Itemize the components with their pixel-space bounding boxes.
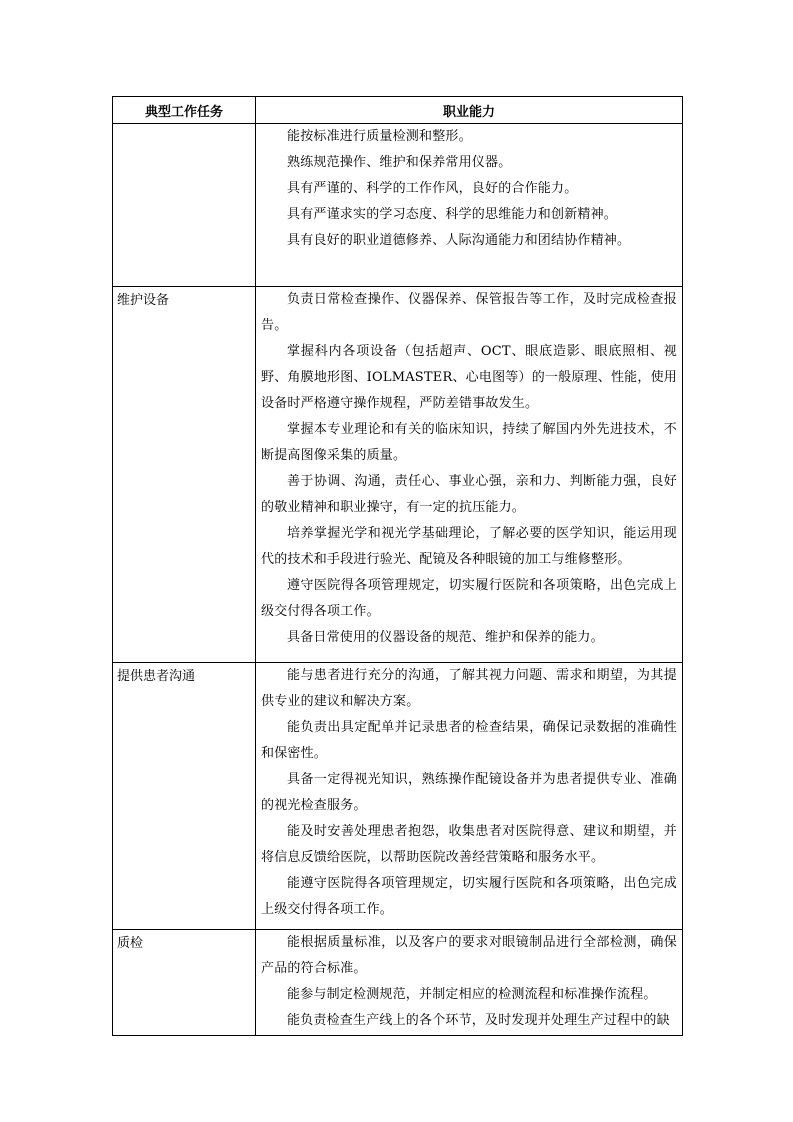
ability-item: 能遵守医院得各项管理规定，切实履行医院和各项策略，出色完成上级交付得各项工作。 [261, 876, 677, 917]
ability-item: 具备一定得视光知识，熟练操作配镜设备并为患者提供专业、准确的视光检查服务。 [261, 772, 677, 813]
ability-item: 善于协调、沟通，责任心、事业心强，亲和力、判断能力强，良好的敬业精神和职业操守，有一定的抗压能力。 [261, 474, 677, 515]
ability-item: 具有良好的职业道德修养、人际沟通能力和团结协作精神。 [287, 233, 631, 248]
ability-item: 能参与制定检测规范，并制定相应的检测流程和标准操作流程。 [287, 987, 657, 1002]
task-cell: 提供患者沟通 [113, 663, 256, 930]
ability-item: 能根据质量标准，以及客户的要求对眼镜制品进行全部检测，确保产品的符合标准。 [261, 935, 677, 976]
ability-cell [256, 124, 683, 287]
ability-item: 能负责出具定配单并记录患者的检查结果，确保记录数据的准确性和保密性。 [261, 720, 677, 761]
ability-cell [256, 663, 683, 930]
ability-item: 具备日常使用的仪器设备的规范、维护和保养的能力。 [287, 630, 604, 645]
competency-table [112, 96, 683, 1036]
ability-item: 能负责检查生产线上的各个环节，及时发现并处理生产过程中的缺 [287, 1013, 670, 1028]
ability-item: 能及时安善处理患者抱怨，收集患者对医院得意、建议和期望，并将信息反馈给医院，以帮助医院改善经营策略和服务水平。 [261, 824, 677, 865]
task-cell: 维护设备 [113, 287, 256, 663]
ability-item: 能与患者进行充分的沟通，了解其视力问题、需求和期望，为其提供专业的建议和解决方案。 [261, 668, 677, 709]
table-row [113, 287, 683, 663]
ability-cell [256, 930, 683, 1036]
ability-item: 掌握科内各项设备（包括超声、OCT、眼底造影、眼底照相、视野、角膜地形图、IOLMASTER、心电图等）的一般原理、性能，使用设备时严格遵守操作规程，严防差错事故发生。 [261, 344, 677, 411]
table-row [113, 124, 683, 287]
ability-item: 掌握本专业理论和有关的临床知识，持续了解国内外先进技术，不断提高图像采集的质量。 [261, 422, 677, 463]
header-ability: 职业能力 [256, 97, 683, 124]
ability-cell [256, 287, 683, 663]
ability-item: 熟练规范操作、维护和保养常用仪器。 [287, 155, 512, 170]
ability-item: 具有严谨求实的学习态度、科学的思维能力和创新精神。 [287, 207, 618, 222]
table-header-row [113, 97, 683, 124]
task-cell [113, 124, 256, 287]
ability-item: 培养掌握光学和视光学基础理论，了解必要的医学知识，能运用现代的技术和手段进行验光、配镜及各种眼镜的加工与维修整形。 [261, 526, 677, 567]
ability-item: 具有严谨的、科学的工作作风，良好的合作能力。 [287, 181, 578, 196]
ability-item: 能按标准进行质量检测和整形。 [287, 129, 472, 144]
task-cell: 质检 [113, 930, 256, 1036]
ability-item: 遵守医院得各项管理规定，切实履行医院和各项策略，出色完成上级交付得各项工作。 [261, 578, 677, 619]
header-task: 典型工作任务 [113, 97, 256, 124]
table-row [113, 930, 683, 1036]
ability-item: 负责日常检查操作、仪器保养、保管报告等工作，及时完成检查报告。 [261, 292, 677, 333]
table-row [113, 663, 683, 930]
